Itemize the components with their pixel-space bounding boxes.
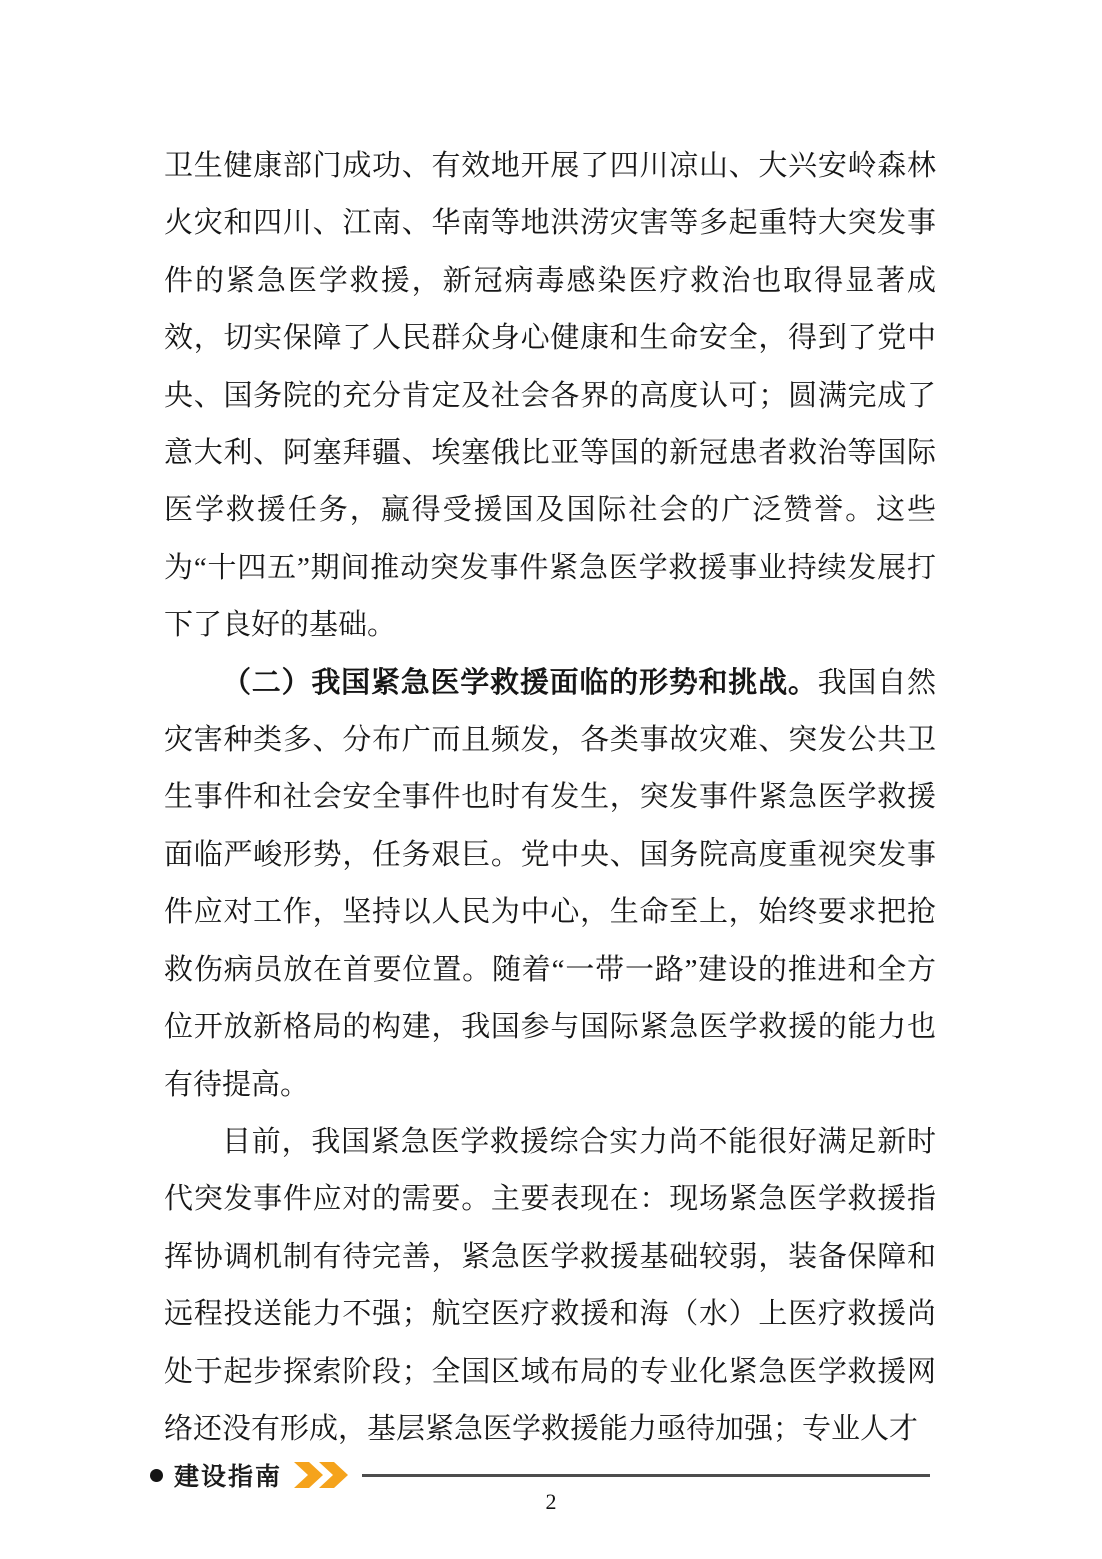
footer-label: 建设指南 [174,1464,283,1491]
text-run: 卫生健康部门成功、有效地开展了四川凉山、大兴安岭森林火灾和四川、江南、华南等地洪涝灾害等多起重特大突发事件的紧急医学救援，新冠病毒感染医疗救治也取得显著成效，切实保障了人民群众身心健康和生命安全，得到了党中央、国务院的充分肯定及社会各界的高度认可；圆满完成了意大利、阿塞拜疆、埃塞俄比亚等国的新冠患者救治等国际医学救援任务，赢得受援国及国际社会的广泛赞誉。这些为“十四五”期间推动突发事件紧急医学救援事业持续发展打下了良好的基础。 [164,150,936,642]
paragraph [164,1114,936,1458]
document-body [164,138,936,1458]
page-number: 2 [545,1489,557,1514]
text-run: 我国自然灾害种类多、分布广而且频发，各类事故灾难、突发公共卫生事件和社会安全事件也时有发生，突发事件紧急医学救援面临严峻形势，任务艰巨。党中央、国务院高度重视突发事件应对工作，坚持以人民为中心，生命至上，始终要求把抢救伤病员放在首要位置。随着“一带一路”建设的推进和全方位开放新格局的构建，我国参与国际紧急医学救援的能力也有待提高。 [164,666,936,1101]
text-run: 目前，我国紧急医学救援综合实力尚不能很好满足新时代突发事件应对的需要。主要表现在：现场紧急医学救援指挥协调机制有待完善，紧急医学救援基础较弱，装备保障和远程投送能力不强；航空医疗救援和海（水）上医疗救援尚处于起步探索阶段；全国区域布局的专业化紧急医学救援网络还没有形成，基层紧急医学救援能力亟待加强；专业人才 [164,1125,936,1445]
footer [150,1458,930,1492]
double-chevron-right-icon [292,1460,354,1490]
paragraph [164,655,936,1114]
footer-rule [362,1474,930,1477]
section-heading-run: （二）我国紧急医学救援面临的形势和挑战。 [222,666,818,699]
bullet-icon [150,1469,163,1482]
paragraph [164,138,936,655]
